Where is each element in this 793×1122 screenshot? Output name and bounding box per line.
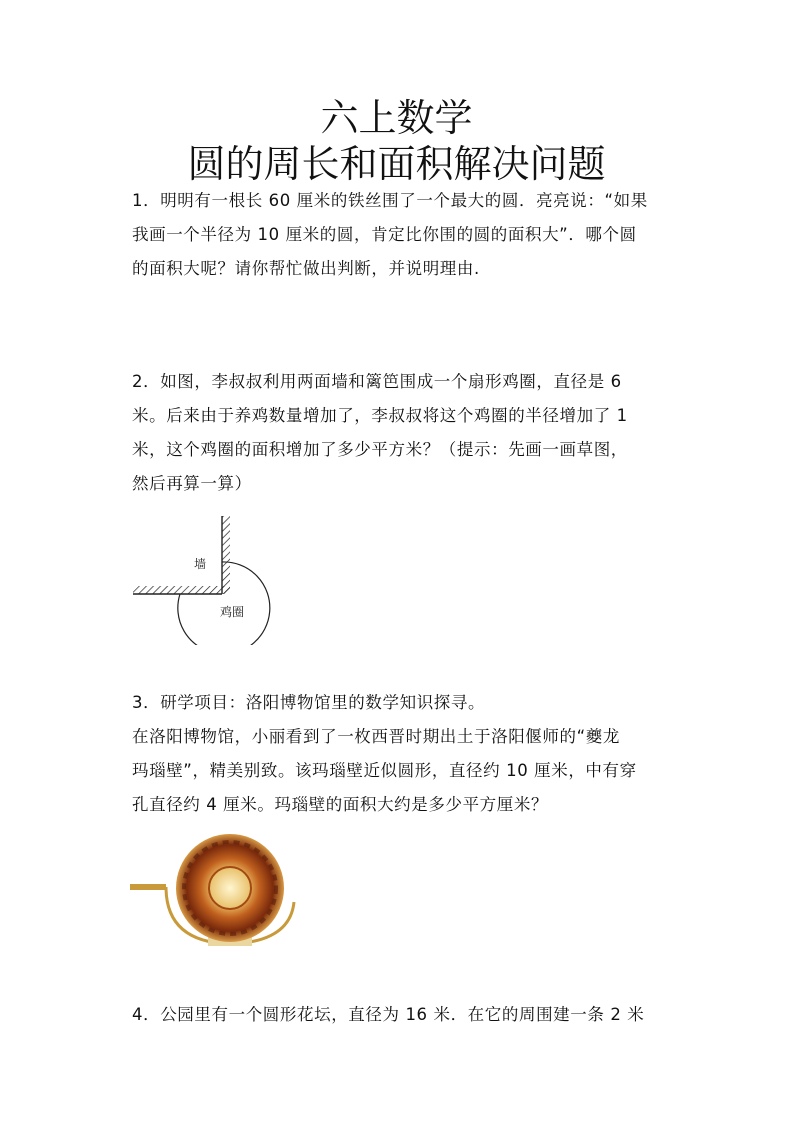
page-title: 六上数学 xyxy=(320,96,473,140)
page-subtitle: 圆的周长和面积解决问题 xyxy=(187,142,606,186)
question-2 xyxy=(132,365,677,501)
agate-bi-svg xyxy=(130,832,305,952)
wall-label: 墙 xyxy=(194,557,207,571)
vertical-wall-hatch xyxy=(222,516,230,594)
chicken-pen-svg xyxy=(130,510,280,645)
question-2-line-2: 米。后来由于养鸡数量增加了，李叔叔将这个鸡圈的半径增加了 1 xyxy=(132,406,628,425)
horizontal-wall-hatch xyxy=(133,586,230,594)
question-4 xyxy=(132,998,677,1032)
question-3-line-4: 孔直径约 4 厘米。玛瑙壁的面积大约是多少平方厘米？ xyxy=(132,795,549,814)
question-3-line-3: 玛瑙壁”，精美别致。该玛瑙壁近似圆形，直径约 10 厘米，中有穿 xyxy=(132,761,637,780)
question-2-line-3: 米，这个鸡圈的面积增加了多少平方米？（提示：先画一画草图， xyxy=(132,440,628,459)
chicken-pen-diagram xyxy=(130,510,280,645)
pen-label: 鸡圈 xyxy=(220,605,245,619)
stand-bar xyxy=(130,884,166,890)
question-1-line-3: 的面积大呢？请你帮忙做出判断，并说明理由. xyxy=(132,259,480,278)
question-3-line-1: 3．研学项目：洛阳博物馆里的数学知识探寻。 xyxy=(132,693,486,712)
question-3-line-2: 在洛阳博物馆，小丽看到了一枚西晋时期出土于洛阳偃师的“夔龙 xyxy=(132,727,620,746)
question-1-line-2: 我画一个半径为 10 厘米的圆，肯定比你围的圆的面积大”．哪个圆 xyxy=(132,225,637,244)
agate-bi-photo xyxy=(130,832,305,952)
question-1-line-1: 1．明明有一根长 60 厘米的铁丝围了一个最大的圆．亮亮说：“如果 xyxy=(132,191,648,210)
question-3 xyxy=(132,686,677,822)
question-4-line-1: 4．公园里有一个圆形花坛，直径为 16 米．在它的周围建一条 2 米 xyxy=(132,1005,645,1024)
question-2-line-1: 2．如图，李叔叔利用两面墙和篱笆围成一个扇形鸡圈，直径是 6 xyxy=(132,372,622,391)
question-2-line-4: 然后再算一算） xyxy=(132,474,252,493)
question-1 xyxy=(132,184,677,286)
